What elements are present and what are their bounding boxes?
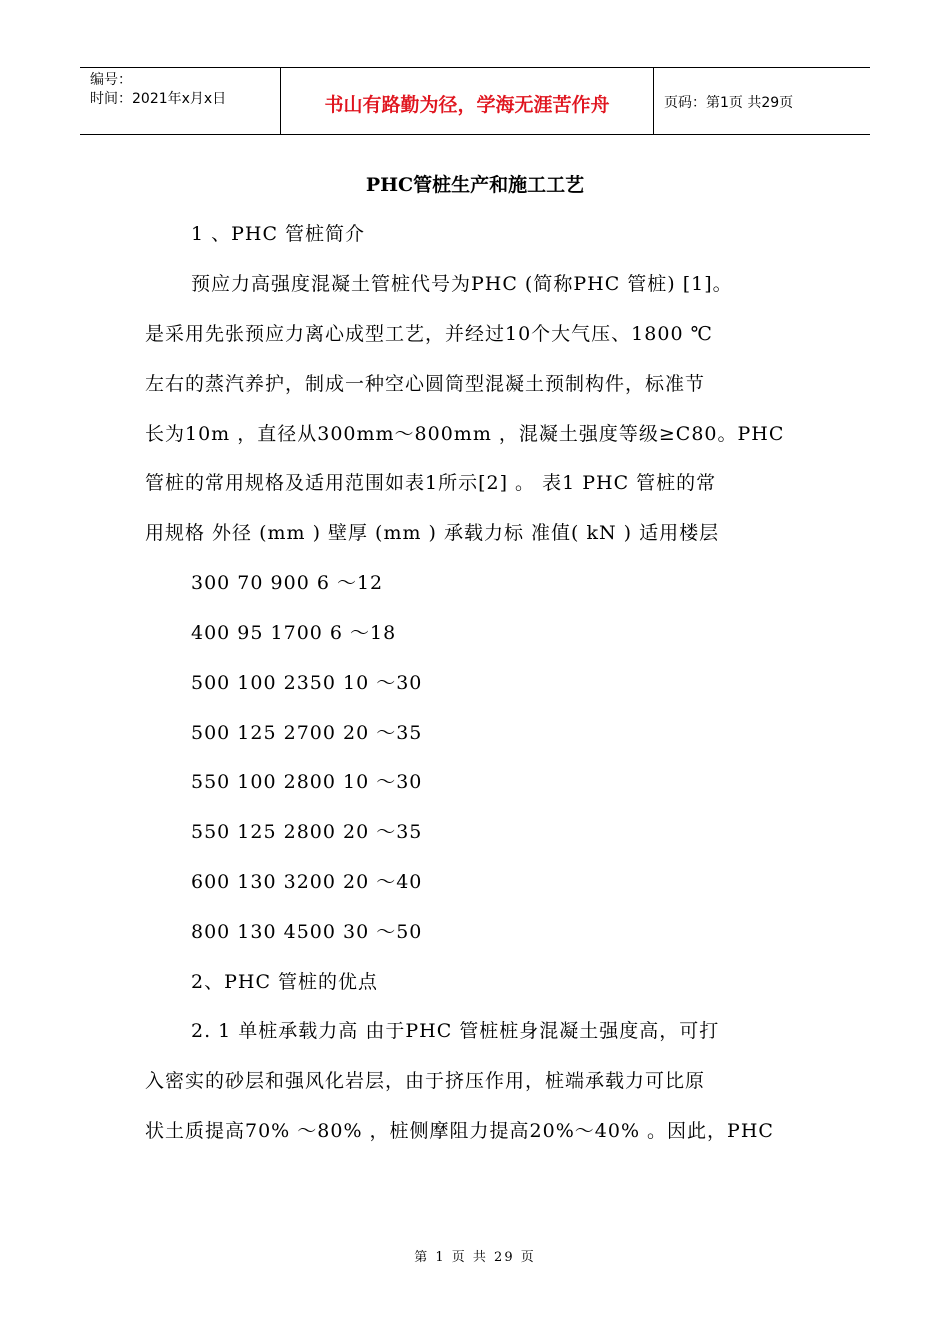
table-row: 600 130 3200 20 ～40: [191, 871, 423, 893]
header-meta: [80, 68, 281, 134]
paragraph-line: 长为10m ，直径从300mm～800mm ，混凝土强度等级≥C80。PHC: [145, 423, 785, 445]
header-page-info: 页码：第1页 共29页: [664, 95, 794, 111]
section-heading: 2、PHC 管桩的优点: [191, 971, 379, 993]
header-motto: 书山有路勤为径，学海无涯苦作舟: [281, 68, 654, 134]
table-row: 500 125 2700 20 ～35: [191, 722, 423, 744]
page-footer: 第 1 页 共 29 页: [414, 1250, 536, 1265]
paragraph-line: 入密实的砂层和强风化岩层，由于挤压作用，桩端承载力可比原: [145, 1070, 706, 1092]
document-title: PHC管桩生产和施工工艺: [365, 174, 585, 196]
header-time: 时间：2021年x月x日: [90, 91, 227, 107]
table-row: 550 100 2800 10 ～30: [191, 771, 423, 793]
section-heading: 1 、PHC 管桩简介: [191, 223, 366, 245]
table-header-line: 用规格 外径 (mm ) 壁厚 (mm ) 承载力标 准值( kN ) 适用楼层: [145, 522, 720, 544]
table-row: 400 95 1700 6 ～18: [191, 622, 397, 644]
table-row: 500 100 2350 10 ～30: [191, 672, 423, 694]
page-header: [80, 67, 870, 135]
paragraph-line: 2. 1 单桩承载力高 由于PHC 管桩桩身混凝土强度高，可打: [191, 1020, 720, 1042]
table-row: 300 70 900 6 ～12: [191, 572, 384, 594]
paragraph-line: 状土质提高70% ～80% ，桩侧摩阻力提高20%～40% 。因此，PHC: [145, 1120, 774, 1142]
header-number: 编号：: [90, 72, 132, 88]
table-row: 550 125 2800 20 ～35: [191, 821, 423, 843]
paragraph-line: 预应力高强度混凝土管桩代号为PHC (简称PHC 管桩) [1]。: [191, 273, 733, 295]
paragraph-line: 管桩的常用规格及适用范围如表1所示[2] 。 表1 PHC 管桩的常: [145, 472, 717, 494]
table-row: 800 130 4500 30 ～50: [191, 921, 423, 943]
paragraph-line: 左右的蒸汽养护，制成一种空心圆筒型混凝土预制构件，标准节: [145, 373, 706, 395]
paragraph-line: 是采用先张预应力离心成型工艺，并经过10个大气压、1800 ℃: [145, 323, 713, 345]
